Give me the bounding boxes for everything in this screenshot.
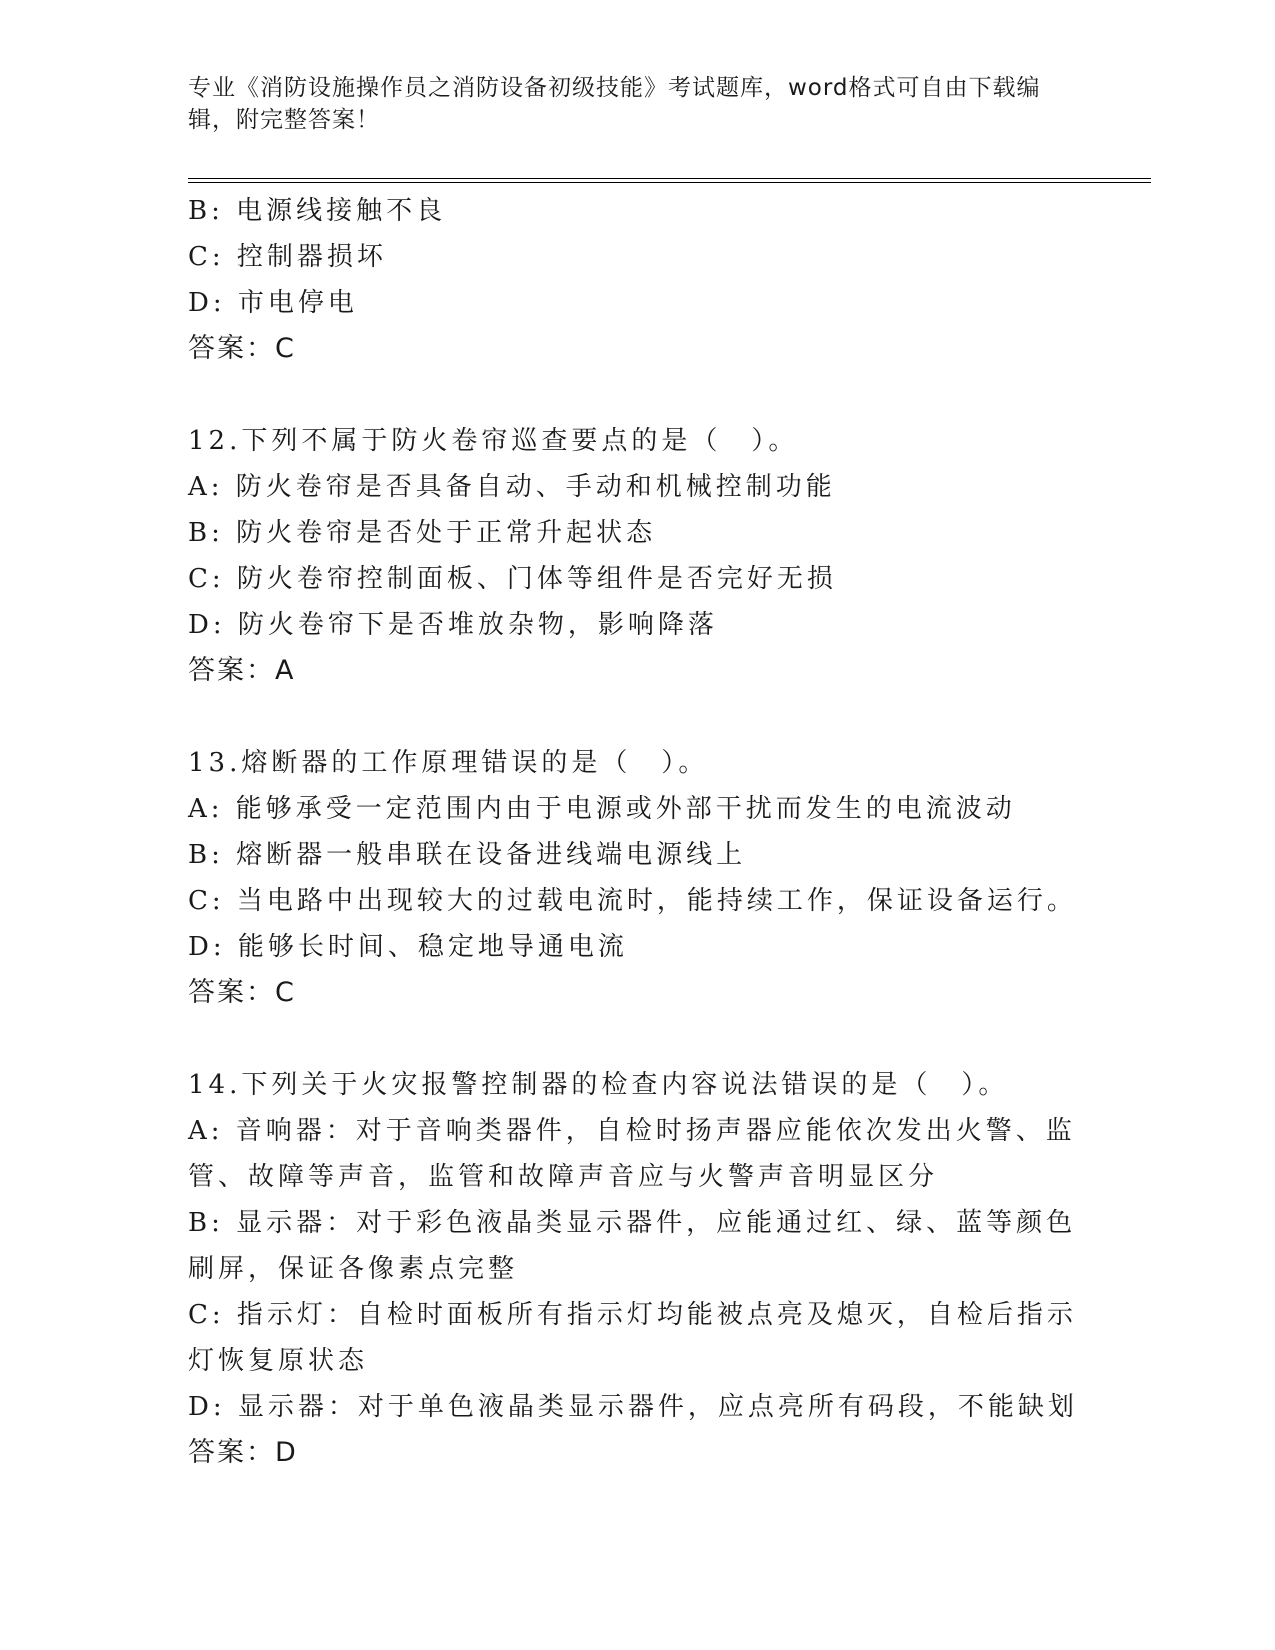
option-b: B: 熔断器一般串联在设备进线端电源线上	[188, 840, 747, 870]
option-b: B: 显示器：对于彩色液晶类显示器件，应能通过红、绿、蓝等颜色刷屏，保证各像素点完整	[188, 1208, 1077, 1284]
option-b: B: 电源线接触不良	[188, 196, 447, 226]
question-14	[188, 1062, 1088, 1476]
option-a: A: 防火卷帘是否具备自动、手动和机械控制功能	[188, 472, 836, 502]
document-header: 专业《消防设施操作员之消防设备初级技能》考试题库，word格式可自由下载编辑，附完整答案！	[188, 75, 1041, 133]
option-d: D: 防火卷帘下是否堆放杂物，影响降落	[188, 610, 718, 640]
option-a: A: 能够承受一定范围内由于电源或外部干扰而发生的电流波动	[188, 794, 1016, 824]
header-rule-bottom	[188, 182, 1151, 183]
question-stem: 13.熔断器的工作原理错误的是（ ）。	[188, 748, 709, 778]
question-stem: 14.下列关于火灾报警控制器的检查内容说法错误的是（ ）。	[188, 1070, 1009, 1100]
answer: 答案：C	[188, 333, 296, 364]
option-d: D: 能够长时间、稳定地导通电流	[188, 932, 628, 962]
question-12	[188, 418, 1088, 694]
option-c: C: 指示灯：自检时面板所有指示灯均能被点亮及熄灭，自检后指示灯恢复原状态	[188, 1300, 1077, 1376]
option-a: A: 音响器：对于音响类器件，自检时扬声器应能依次发出火警、监管、故障等声音，监管和故障声音应与火警声音明显区分	[188, 1116, 1076, 1192]
answer: 答案：A	[188, 655, 296, 686]
option-c: C: 控制器损坏	[188, 242, 387, 272]
option-b: B: 防火卷帘是否处于正常升起状态	[188, 518, 657, 548]
answer: 答案：D	[188, 1437, 298, 1468]
question-content	[188, 188, 1088, 1476]
option-d: D: 显示器：对于单色液晶类显示器件，应点亮所有码段，不能缺划	[188, 1392, 1078, 1422]
question-13	[188, 740, 1088, 1016]
option-c: C: 当电路中出现较大的过载电流时，能持续工作，保证设备运行。	[188, 886, 1077, 916]
option-c: C: 防火卷帘控制面板、门体等组件是否完好无损	[188, 564, 837, 594]
continued-question	[188, 188, 1088, 372]
option-d: D: 市电停电	[188, 288, 358, 318]
answer: 答案：C	[188, 977, 296, 1008]
header-rule-top	[188, 178, 1151, 179]
question-stem: 12.下列不属于防火卷帘巡查要点的是（ ）。	[188, 426, 799, 456]
